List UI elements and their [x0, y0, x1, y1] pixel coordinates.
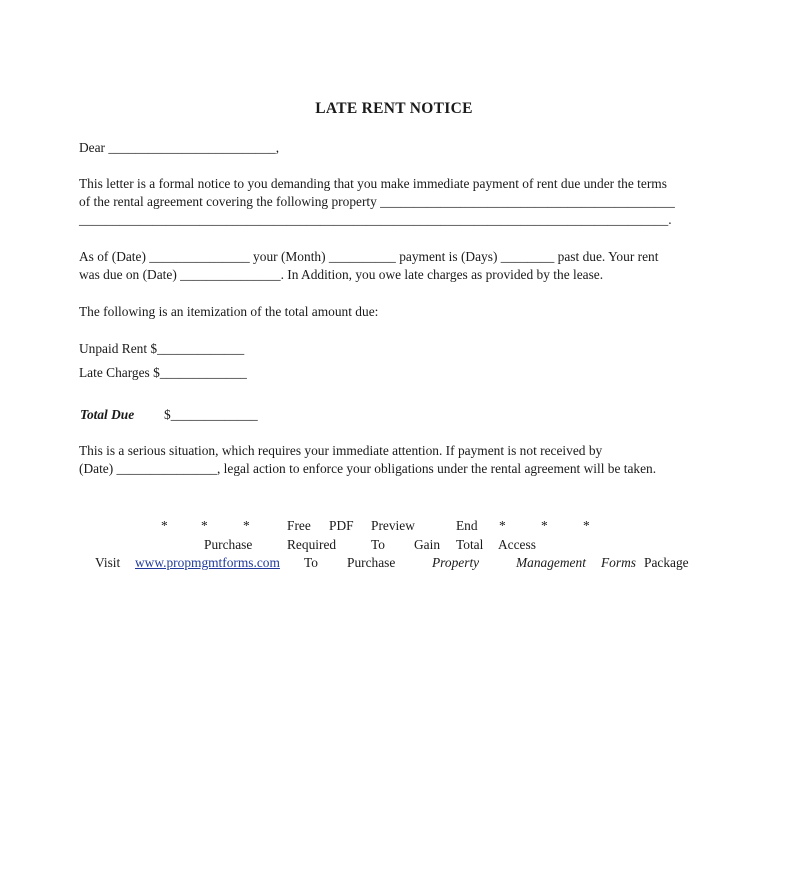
paragraph2-line2: was due on (Date) _______________. In Addition, you owe late charges as provided by the lease. [79, 267, 604, 282]
footer-asterisk: * [499, 518, 506, 533]
unpaid-rent-field: Unpaid Rent $_____________ [79, 341, 245, 356]
footer-word: Forms [601, 555, 636, 570]
footer-asterisk: * [583, 518, 590, 533]
footer-word: End [456, 518, 478, 533]
paragraph2-line1: As of (Date) _______________ your (Month) __________ payment is (Days) ________ past due. Your rent [79, 249, 659, 264]
footer-word: Property [432, 555, 480, 570]
footer-word: Management [516, 555, 586, 570]
footer-word: Free [287, 518, 311, 533]
footer-word: To [304, 555, 318, 570]
footer-word: Purchase [347, 555, 396, 570]
itemization-intro: The following is an itemization of the total amount due: [79, 304, 379, 319]
footer-asterisk: * [201, 518, 208, 533]
footer-asterisk: * [243, 518, 250, 533]
paragraph3-line1: This is a serious situation, which requires your immediate attention. If payment is not received by [79, 443, 603, 458]
footer-word: Access [498, 537, 536, 552]
footer-word: Required [287, 537, 337, 552]
paragraph1-line1: This letter is a formal notice to you demanding that you make immediate payment of rent due under the terms [79, 176, 667, 191]
footer-word: PDF [329, 518, 354, 533]
footer-word: Gain [414, 537, 441, 552]
footer-word: Package [644, 555, 689, 570]
footer-word: Preview [371, 518, 415, 533]
footer-asterisk: * [161, 518, 168, 533]
document-title: LATE RENT NOTICE [315, 100, 473, 117]
footer-word: To [371, 537, 385, 552]
total-due-label: Total Due [80, 407, 135, 422]
paragraph1-line2: of the rental agreement covering the following property ____________________________________________ [79, 194, 675, 209]
salutation: Dear _________________________, [79, 140, 280, 155]
footer-word: Purchase [204, 537, 253, 552]
total-due-field: $_____________ [164, 407, 258, 422]
propmgmtforms-link[interactable]: www.propmgmtforms.com [135, 555, 280, 570]
paragraph3-line2: (Date) _______________, legal action to enforce your obligations under the rental agreement will be taken. [79, 461, 657, 476]
late-charges-field: Late Charges $_____________ [79, 365, 247, 380]
footer-word: Visit [95, 555, 121, 570]
footer-word: Total [456, 537, 484, 552]
footer-asterisk: * [541, 518, 548, 533]
paragraph1-line3: ________________________________________________________________________________________. [79, 212, 672, 227]
